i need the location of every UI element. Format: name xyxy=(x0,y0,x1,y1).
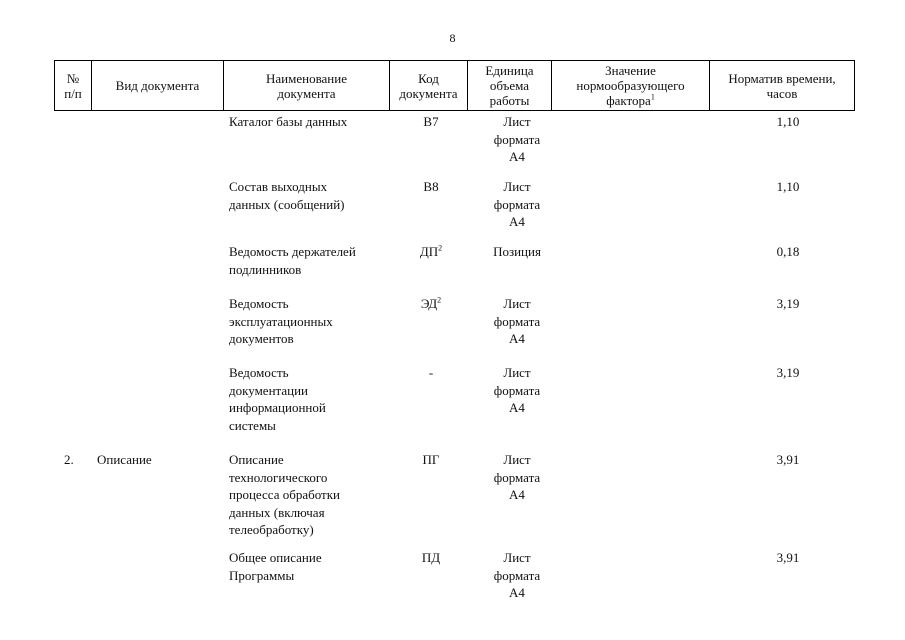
code-footnote: 2 xyxy=(438,243,443,253)
row-unit-text: Лист формата А4 xyxy=(493,550,541,600)
row-name xyxy=(229,295,389,348)
row-unit xyxy=(477,295,557,348)
row-code-text: ЭД xyxy=(420,296,438,311)
row-norm xyxy=(748,364,828,382)
page-number: 8 xyxy=(449,31,456,45)
row-norm xyxy=(748,451,828,469)
row-norm-text: 3,91 xyxy=(776,452,800,467)
row-norm-text: 1,10 xyxy=(776,114,800,129)
header-name: Наименование документа xyxy=(224,61,390,111)
row-kind xyxy=(97,451,152,469)
row-name-text: Описание технологического процесса обработки данных (включая телеобработку) xyxy=(229,452,341,537)
row-code xyxy=(412,549,450,567)
row-code xyxy=(412,295,450,313)
row-name-text: Ведомость держателей подлинников xyxy=(229,244,356,277)
row-name-text: Общее описание Программы xyxy=(229,550,322,583)
row-unit-text: Лист формата А4 xyxy=(493,114,541,164)
header-unit: Единица объема работы xyxy=(468,61,552,111)
row-name-text: Ведомость эксплуатационных документов xyxy=(229,296,333,346)
row-unit-text: Лист формата А4 xyxy=(493,452,541,502)
row-norm-text: 3,91 xyxy=(776,550,800,565)
header-code: Код документа xyxy=(390,61,468,111)
row-name-text: Состав выходных данных (сообщений) xyxy=(229,179,345,212)
row-code xyxy=(412,178,450,196)
header-norm: Норматив времени, часов xyxy=(710,61,855,111)
row-norm xyxy=(748,113,828,131)
row-name-text: Ведомость документации информационной системы xyxy=(229,365,326,433)
header-kind: Вид документа xyxy=(92,61,224,111)
row-unit-text: Лист формата А4 xyxy=(493,365,541,415)
row-code xyxy=(412,364,450,382)
row-unit xyxy=(477,243,557,261)
row-unit xyxy=(477,451,557,504)
row-code xyxy=(412,113,450,131)
header-factor-footnote: 1 xyxy=(650,92,655,102)
row-unit xyxy=(477,178,557,231)
row-norm xyxy=(748,295,828,313)
header-factor: Значение нормообразующего фактора xyxy=(576,63,685,108)
row-norm-text: 3,19 xyxy=(776,296,800,311)
row-unit xyxy=(477,364,557,417)
row-norm xyxy=(748,178,828,196)
row-norm-text: 3,19 xyxy=(776,365,800,380)
row-name-text: Каталог базы данных xyxy=(229,114,348,129)
row-name xyxy=(229,549,389,584)
row-code-text: В7 xyxy=(423,114,439,129)
row-name xyxy=(229,364,389,434)
row-num-text: 2. xyxy=(64,452,74,467)
row-norm-text: 0,18 xyxy=(776,244,800,259)
table-header xyxy=(54,60,855,111)
row-code-text: В8 xyxy=(423,179,439,194)
header-factor-cell xyxy=(552,61,710,111)
code-footnote: 2 xyxy=(437,295,442,305)
row-code xyxy=(412,243,450,261)
row-code-text: ДП xyxy=(419,244,439,259)
row-unit-text: Лист формата А4 xyxy=(493,179,541,229)
row-unit xyxy=(477,549,557,602)
row-kind-text: Описание xyxy=(97,452,152,467)
row-unit-text: Позиция xyxy=(493,244,541,259)
row-name xyxy=(229,451,389,539)
row-name xyxy=(229,113,389,131)
row-code xyxy=(412,451,450,469)
row-name xyxy=(229,178,389,213)
header-num: № п/п xyxy=(55,61,92,111)
row-num xyxy=(64,451,74,469)
row-norm xyxy=(748,549,828,567)
row-unit-text: Лист формата А4 xyxy=(493,296,541,346)
row-code-text: ПГ xyxy=(422,452,440,467)
row-code-text: ПД xyxy=(421,550,441,565)
row-code-text: - xyxy=(428,365,434,380)
row-unit xyxy=(477,113,557,166)
row-norm-text: 1,10 xyxy=(776,179,800,194)
row-norm xyxy=(748,243,828,261)
row-name xyxy=(229,243,389,278)
